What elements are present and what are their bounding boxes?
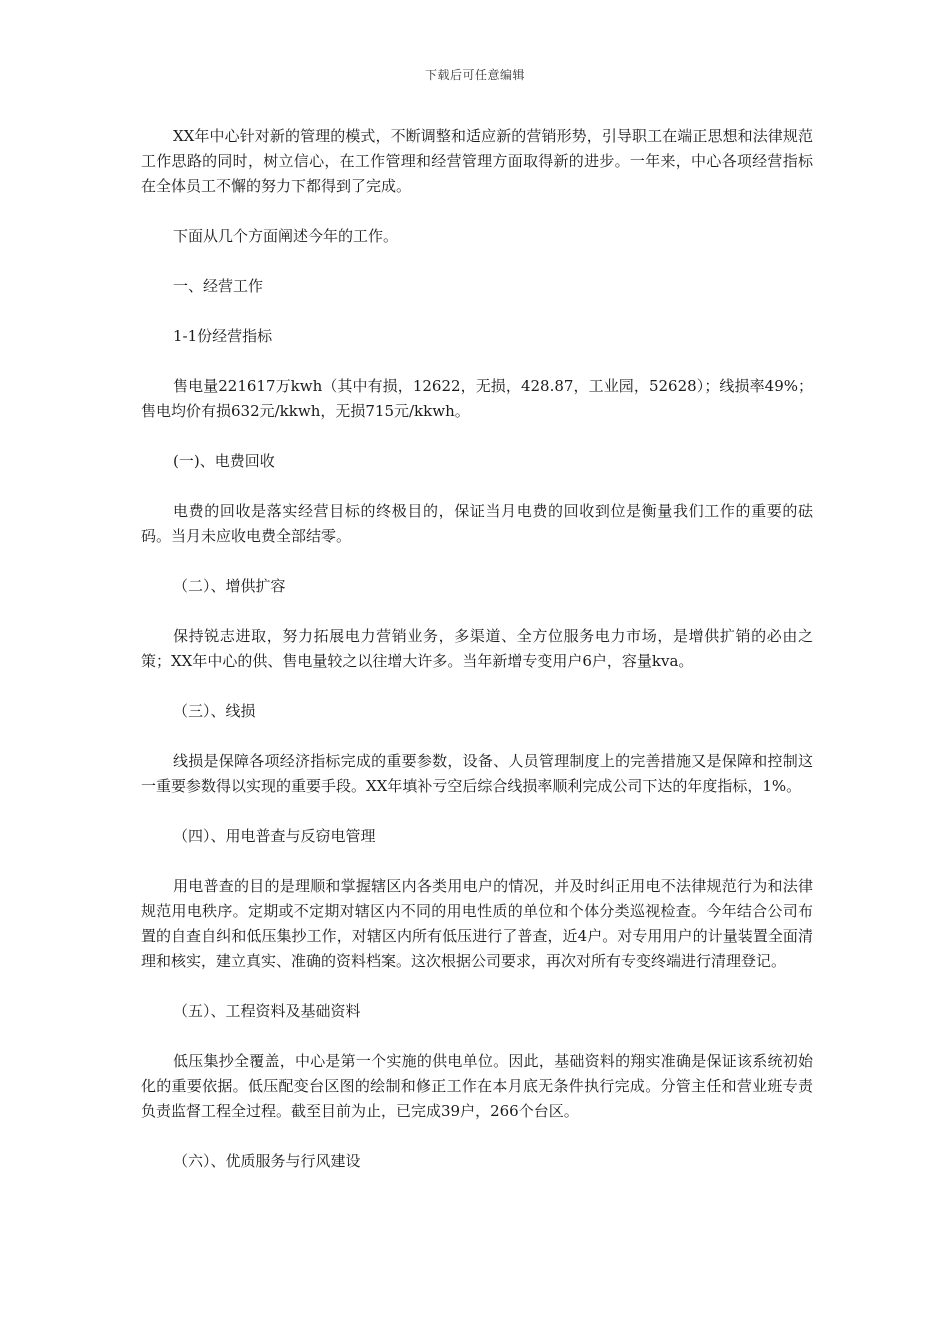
- fee-collection-paragraph: 电费的回收是落实经营目标的终极目的，保证当月电费的回收到位是衡量我们工作的重要的砝码。当月未应收电费全部结零。: [141, 502, 813, 545]
- overview-paragraph: 下面从几个方面阐述今年的工作。: [173, 227, 399, 245]
- engineering-data-paragraph: 低压集抄全覆盖，中心是第一个实施的供电单位。因此，基础资料的翔实准确是保证该系统初始化的重要依据。低压配变台区图的绘制和修正工作在本月底无条件执行完成。分管主任和营业班专责负责监督工程全过程。截至目前为止，已完成39户，266个台区。: [141, 1052, 813, 1120]
- subsection-heading-engineering-data: （五）、工程资料及基础资料: [173, 1002, 361, 1020]
- subsection-heading-line-loss: （三）、线损: [173, 702, 256, 720]
- capacity-expansion-paragraph: 保持锐志进取，努力拓展电力营销业务，多渠道、全方位服务电力市场，是增供扩销的必由之策；XX年中心的供、售电量较之以往增大许多。当年新增专变用户6户，容量kva。: [141, 627, 813, 670]
- intro-paragraph: XX年中心针对新的管理的模式，不断调整和适应新的营销形势，引导职工在端正思想和法律规范工作思路的同时，树立信心，在工作管理和经营管理方面取得新的进步。一年来，中心各项经营指标在全体员工不懈的努力下都得到了完成。: [141, 127, 813, 195]
- header-note: 下载后可任意编辑: [424, 68, 525, 82]
- indicators-heading: 1-1份经营指标: [173, 327, 273, 345]
- indicators-paragraph: 售电量221617万kwh（其中有损，12622，无损，428.87，工业园，52628）；线损率49%；售电均价有损632元/kkwh，无损715元/kkwh。: [141, 377, 813, 420]
- section-heading-operations: 一、经营工作: [173, 277, 264, 295]
- usage-inspection-paragraph: 用电普查的目的是理顺和掌握辖区内各类用电户的情况，并及时纠正用电不法律规范行为和法律规范用电秩序。定期或不定期对辖区内不同的用电性质的单位和个体分类巡视检查。今年结合公司布置的自查自纠和低压集抄工作，对辖区内所有低压进行了普查，近4户。对专用用户的计量装置全面清理和核实，建立真实、准确的资料档案。这次根据公司要求，再次对所有专变终端进行清理登记。: [141, 877, 813, 970]
- document-body: [141, 124, 813, 1174]
- subsection-heading-fee-collection: (一)、电费回收: [173, 452, 275, 470]
- subsection-heading-quality-service: （六）、优质服务与行风建设: [173, 1152, 361, 1170]
- subsection-heading-usage-inspection: （四）、用电普查与反窃电管理: [173, 827, 376, 845]
- subsection-heading-capacity-expansion: （二）、增供扩容: [173, 577, 286, 595]
- line-loss-paragraph: 线损是保障各项经济指标完成的重要参数，设备、人员管理制度上的完善措施又是保障和控制这一重要参数得以实现的重要手段。XX年填补亏空后综合线损率顺利完成公司下达的年度指标，1%。: [141, 752, 813, 795]
